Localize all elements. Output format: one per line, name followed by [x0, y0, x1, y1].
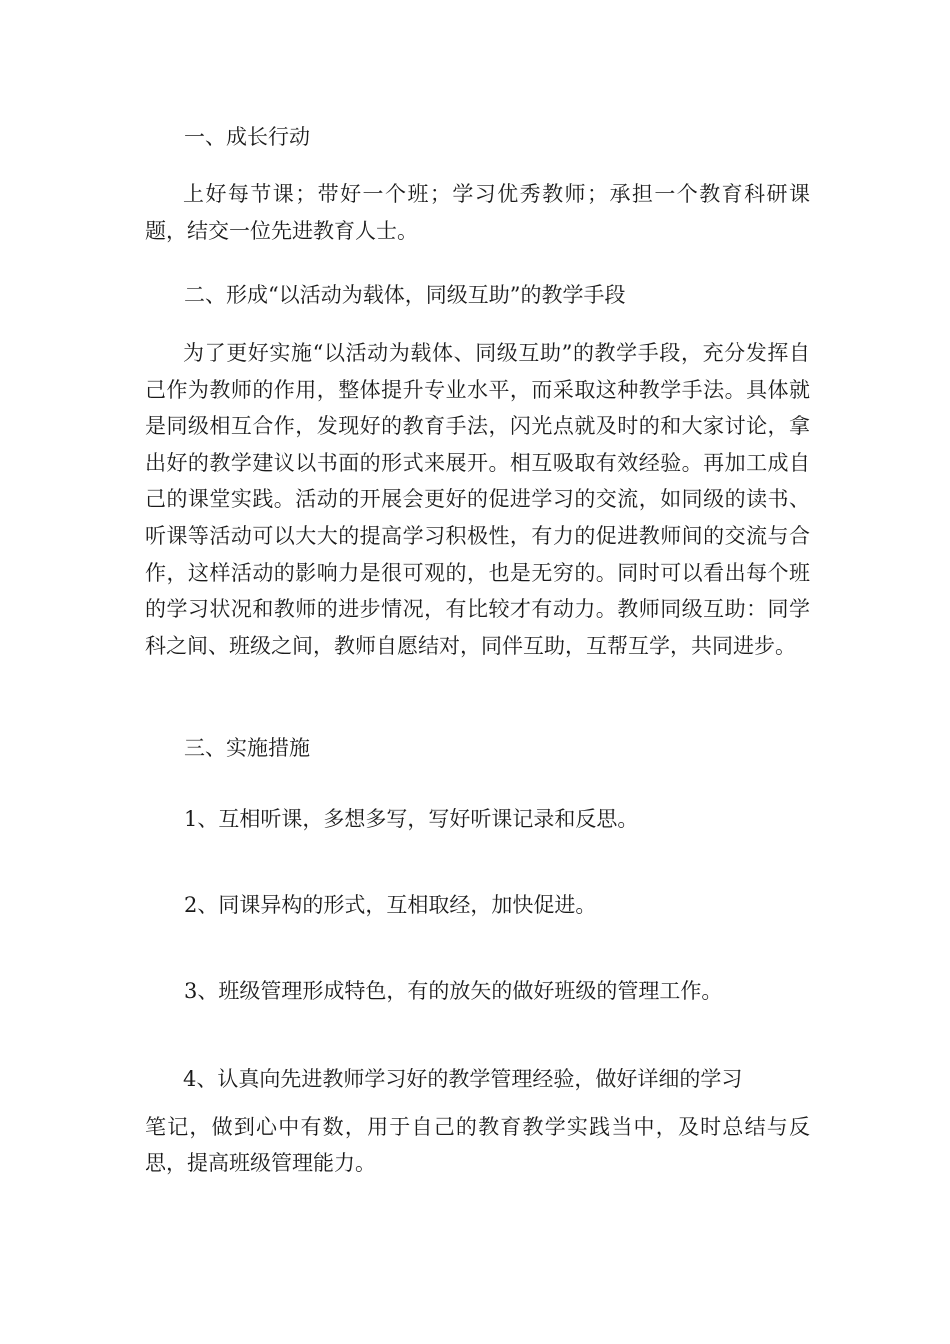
measure-item-4-continuation: 笔记，做到心中有数，用于自己的教育教学实践当中，及时总结与反思，提高班级管理能力。 [145, 1115, 810, 1175]
measure-item-3: 3、班级管理形成特色，有的放矢的做好班级的管理工作。 [184, 979, 723, 1003]
paragraph-teaching-method: 为了更好实施“以活动为载体、同级互助”的教学手段，充分发挥自己作为教师的作用，整体提升专业水平，而采取这种教学手法。具体就是同级相互合作，发现好的教育手法，闪光点就及时的和大家讨论，拿出好的教学建议以书面的形式来展开。相互吸取有效经验。再加工成自己的课堂实践。活动的开展会更好的促进学习的交流，如同级的读书、听课等活动可以大大的提高学习积极性，有力的促进教师间的交流与合作，这样活动的影响力是很可观的，也是无穷的。同时可以看出每个班的学习状况和教师的进步情况，有比较才有动力。教师同级互助：同学科之间、班级之间，教师自愿结对，同伴互助，互帮互学，共同进步。 [145, 341, 810, 658]
measure-item-4 [145, 1061, 810, 1181]
measure-item-1: 1、互相听课，多想多写，写好听课记录和反思。 [184, 807, 639, 831]
heading-growth-action: 一、成长行动 [184, 125, 310, 149]
paragraph-growth-action: 上好每节课；带好一个班；学习优秀教师；承担一个教育科研课题，结交一位先进教育人士。 [145, 182, 810, 243]
heading-measures: 三、实施措施 [184, 736, 310, 760]
heading-teaching-method: 二、形成“以活动为载体，同级互助”的教学手段 [184, 283, 626, 307]
measure-item-2: 2、同课异构的形式，互相取经，加快促进。 [184, 893, 597, 917]
measure-item-4-first-line: 4、认真向先进教师学习好的教学管理经验，做好详细的学习 [183, 1067, 743, 1091]
